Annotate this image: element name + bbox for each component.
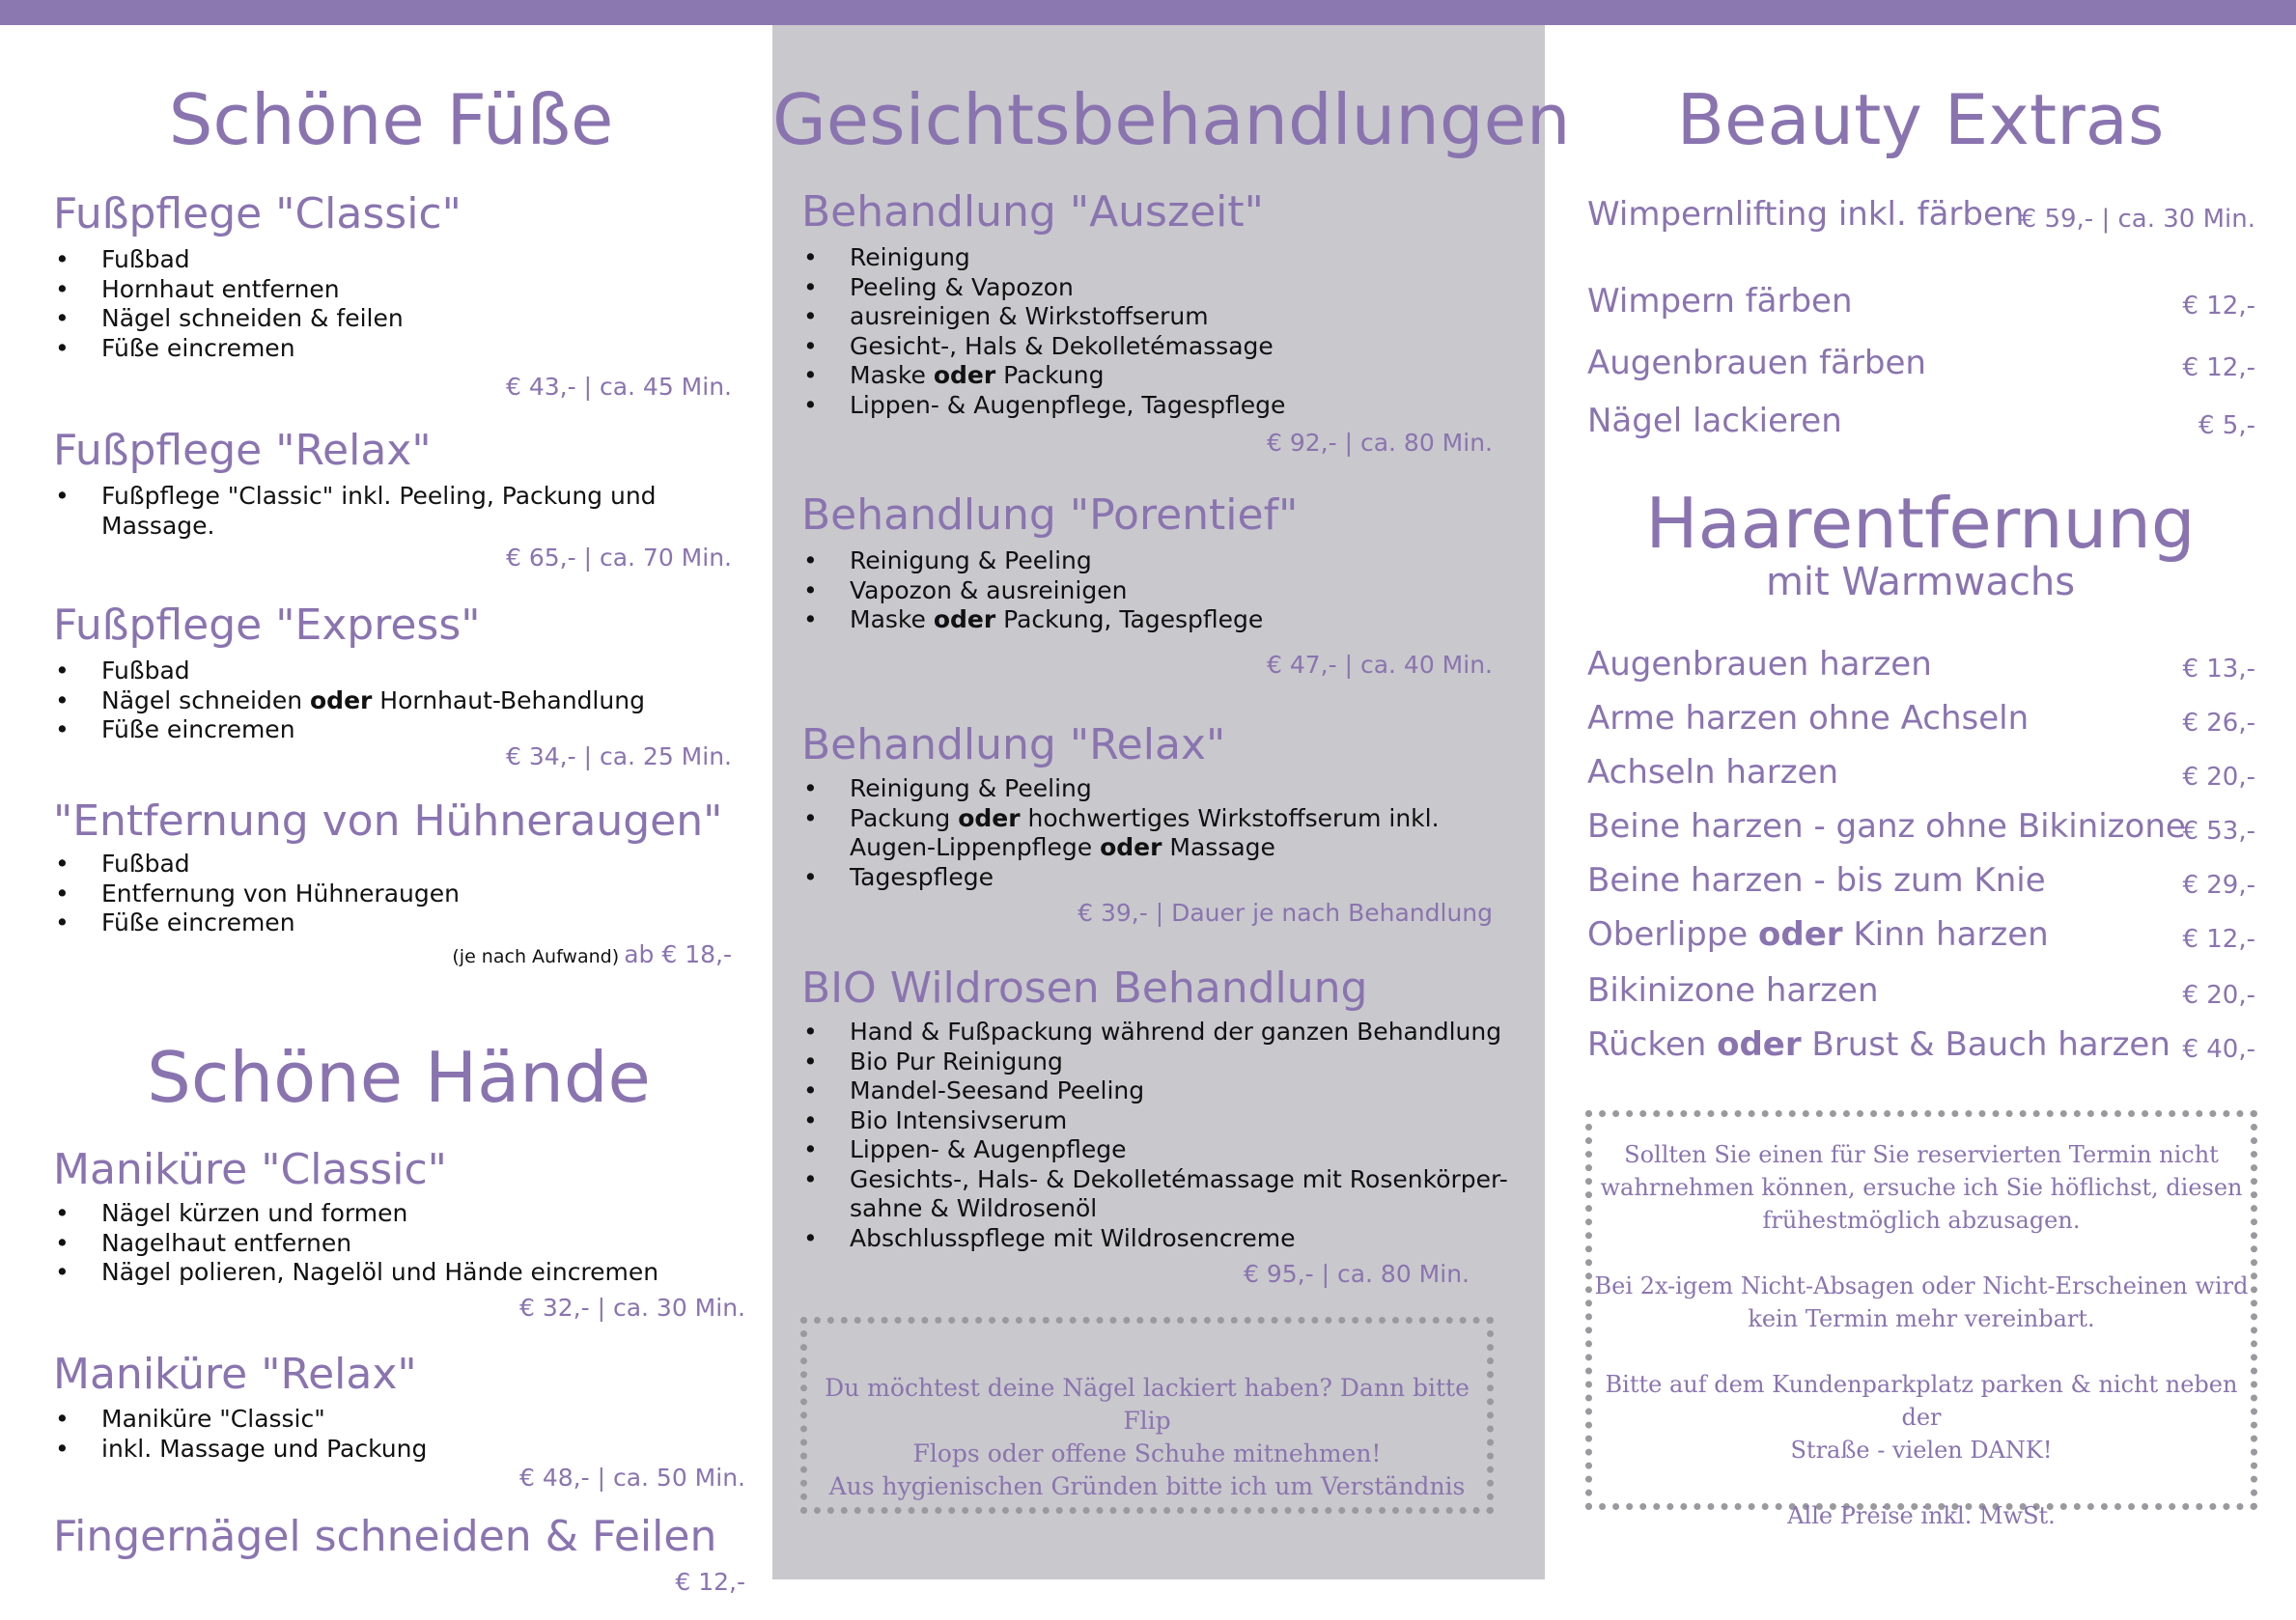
extra-row <box>1587 398 2255 440</box>
list-item: • Hornhaut entfernen <box>53 275 748 305</box>
list-item: • Abschlusspflege mit Wildrosencreme <box>801 1224 1535 1254</box>
list-item: • Entfernung von Hühneraugen <box>53 880 748 909</box>
hair-label: Beine harzen - bis zum Knie <box>1587 861 2046 900</box>
service-items <box>801 243 1516 420</box>
list-item: • Maske oder Packung, Tagespflege <box>801 605 1516 635</box>
list-item: • Tagespflege <box>801 863 1516 893</box>
nail-polish-note <box>800 1317 1494 1514</box>
note-line: Alle Preise inkl. MwSt. <box>1787 1502 2056 1529</box>
hair-row <box>1587 967 2255 1010</box>
service-name: "Entfernung von Hühneraugen" <box>53 796 723 846</box>
extra-label: Nägel lackieren <box>1587 402 1842 440</box>
hair-price: € 53,- <box>2182 817 2255 846</box>
section-title-hair-removal: Haarentfernung <box>1645 483 2196 564</box>
list-item: • Nägel polieren, Nagelöl und Hände eincremen <box>53 1258 748 1288</box>
service-items <box>53 1405 748 1464</box>
list-item: • Lippen- & Augenpflege, Tagespflege <box>801 391 1516 421</box>
note-line: Sollten Sie einen für Sie reservierten Termin nicht <box>1624 1141 2219 1168</box>
service-name: Behandlung "Relax" <box>801 720 1226 769</box>
list-item: • Hand & Fußpackung während der ganzen Behandlung <box>801 1018 1535 1047</box>
hair-price: € 40,- <box>2182 1035 2255 1064</box>
list-item: • Lippen- & Augenpflege <box>801 1135 1535 1165</box>
extra-row <box>1587 278 2255 321</box>
note-line: Bitte auf dem Kundenparkplatz parken & nicht neben der <box>1605 1371 2238 1431</box>
service-name: Fußpflege "Relax" <box>53 426 432 475</box>
hair-row <box>1587 695 2255 738</box>
extra-label: Augenbrauen färben <box>1587 344 1926 382</box>
hair-label: Achseln harzen <box>1587 753 1839 792</box>
note-line: kein Termin mehr vereinbart. <box>1748 1305 2095 1332</box>
service-name: Behandlung "Auszeit" <box>801 187 1264 237</box>
service-name: Maniküre "Classic" <box>53 1145 447 1194</box>
note-spacer <box>1592 1237 2251 1270</box>
list-item: • Bio Intensivserum <box>801 1106 1535 1136</box>
service-price: ab € 18,- <box>624 940 732 968</box>
list-item: • Mandel-Seesand Peeling <box>801 1076 1535 1106</box>
appointment-note <box>1585 1110 2257 1529</box>
hair-price: € 12,- <box>2182 925 2255 954</box>
service-price: € 39,- | Dauer je nach Behandlung <box>1078 899 1493 927</box>
hair-label: Bikinizone harzen <box>1587 971 1879 1010</box>
hair-row <box>1587 857 2255 900</box>
hair-price: € 20,- <box>2182 981 2255 1010</box>
section-title-hands: Schöne Hände <box>147 1037 651 1118</box>
service-name: Maniküre "Relax" <box>53 1350 417 1399</box>
section-subtitle-hair-removal: mit Warmwachs <box>1765 560 2076 604</box>
extra-row <box>1587 340 2255 382</box>
note-line: Flops oder offene Schuhe mitnehmen! <box>912 1439 1382 1467</box>
list-item: • Fußbad <box>53 245 748 275</box>
hair-price: € 13,- <box>2182 655 2255 684</box>
service-items <box>53 1199 748 1288</box>
service-name: Fußpflege "Classic" <box>53 189 462 238</box>
service-price: € 92,- | ca. 80 Min. <box>1267 429 1493 457</box>
hair-price: € 26,- <box>2182 709 2255 738</box>
hair-row <box>1587 803 2255 846</box>
service-items <box>53 482 710 541</box>
hair-row <box>1587 1021 2255 1064</box>
list-item: • Bio Pur Reinigung <box>801 1047 1535 1077</box>
list-item: • Füße eincremen <box>53 334 748 364</box>
note-line: Du möchtest deine Nägel lackiert haben? Dann bitte Flip <box>825 1374 1470 1435</box>
list-item: • Reinigung & Peeling <box>801 546 1516 576</box>
hair-row <box>1587 911 2255 954</box>
note-line: Straße - vielen DANK! <box>1790 1437 2053 1464</box>
list-item: • Vapozon & ausreinigen <box>801 576 1516 606</box>
service-name: BIO Wildrosen Behandlung <box>801 964 1368 1013</box>
service-name: Fußpflege "Express" <box>53 601 481 650</box>
service-price: € 34,- | ca. 25 Min. <box>506 742 732 770</box>
section-title-extras: Beauty Extras <box>1676 79 2165 160</box>
effort-note: (je nach Aufwand) <box>452 946 620 967</box>
list-item: • Fußbad <box>53 656 748 686</box>
service-price: € 12,- <box>675 1568 745 1596</box>
service-price: € 43,- | ca. 45 Min. <box>506 373 732 401</box>
service-name: Behandlung "Porentief" <box>801 490 1299 540</box>
extra-price: € 59,- | ca. 30 Min. <box>2020 205 2255 234</box>
list-item: • Reinigung & Peeling <box>801 774 1516 804</box>
extra-label: Wimpern färben <box>1587 282 1853 321</box>
hair-label: Augenbrauen harzen <box>1587 645 1932 684</box>
note-line: Aus hygienischen Gründen bitte ich um Verständnis <box>828 1472 1466 1500</box>
note-line: frühestmöglich abzusagen. <box>1762 1207 2081 1234</box>
list-item: • Maniküre "Classic" <box>53 1405 748 1435</box>
list-item: • Reinigung <box>801 243 1516 273</box>
service-items <box>801 1018 1535 1253</box>
hair-label: Oberlippe oder Kinn harzen <box>1587 915 2049 954</box>
list-item: • Gesicht-, Hals & Dekolletémassage <box>801 332 1516 362</box>
service-price: € 95,- | ca. 80 Min. <box>1244 1260 1470 1288</box>
hair-row <box>1587 641 2255 684</box>
service-price: € 48,- | ca. 50 Min. <box>519 1464 745 1492</box>
extra-price: € 5,- <box>2198 411 2255 440</box>
service-items <box>801 774 1516 892</box>
service-items <box>53 850 748 938</box>
list-item: • Fußbad <box>53 850 748 880</box>
extra-price: € 12,- <box>2182 292 2255 321</box>
service-items <box>53 656 748 745</box>
list-item: • Nägel schneiden & feilen <box>53 304 748 334</box>
list-item: • Packung oder hochwertiges Wirkstoffserum inkl. Augen-Lippenpflege oder Massage <box>801 804 1516 863</box>
list-item: • Füße eincremen <box>53 715 748 745</box>
note-line: Bei 2x-igem Nicht-Absagen oder Nicht-Erscheinen wird <box>1594 1272 2249 1299</box>
hair-price: € 20,- <box>2182 763 2255 792</box>
list-item: • Peeling & Vapozon <box>801 273 1516 303</box>
hair-label: Beine harzen - ganz ohne Bikinizone <box>1587 807 2186 846</box>
service-items <box>53 245 748 363</box>
list-item: • inkl. Massage und Packung <box>53 1435 748 1465</box>
list-item: • Füße eincremen <box>53 908 748 938</box>
hair-label: Rücken oder Brust & Bauch harzen <box>1587 1025 2170 1064</box>
note-spacer <box>1592 1335 2251 1368</box>
section-title-face: Gesichtsbehandlungen <box>772 79 1571 160</box>
list-item: • Nagelhaut entfernen <box>53 1229 748 1259</box>
extra-price: € 12,- <box>2182 353 2255 382</box>
list-item: • Gesichts-, Hals- & Dekolletémassage mit Rosenkörper-sahne & Wildrosenöl <box>801 1165 1535 1224</box>
service-items <box>801 546 1516 635</box>
list-item: • Nägel kürzen und formen <box>53 1199 748 1229</box>
hair-label: Arme harzen ohne Achseln <box>1587 699 2030 738</box>
service-price: € 65,- | ca. 70 Min. <box>506 544 732 572</box>
list-item: • Nägel schneiden oder Hornhaut-Behandlung <box>53 686 748 716</box>
note-spacer <box>1592 1466 2251 1499</box>
hair-price: € 29,- <box>2182 871 2255 900</box>
service-name: Fingernägel schneiden & Feilen <box>53 1512 717 1561</box>
list-item: • Fußpflege "Classic" inkl. Peeling, Packung und Massage. <box>53 482 710 541</box>
service-price: € 47,- | ca. 40 Min. <box>1267 651 1493 679</box>
top-accent-bar <box>0 0 2296 25</box>
list-item: • Maske oder Packung <box>801 361 1516 391</box>
hair-row <box>1587 749 2255 792</box>
extra-label: Wimpernlifting inkl. färben <box>1587 195 2025 234</box>
service-price: € 32,- | ca. 30 Min. <box>519 1294 745 1322</box>
price-line <box>452 940 732 968</box>
section-title-feet: Schöne Füße <box>168 79 614 160</box>
list-item: • ausreinigen & Wirkstoffserum <box>801 302 1516 332</box>
extra-row <box>1587 191 2255 234</box>
note-line: wahrnehmen können, ersuche ich Sie höflichst, diesen <box>1600 1174 2243 1201</box>
